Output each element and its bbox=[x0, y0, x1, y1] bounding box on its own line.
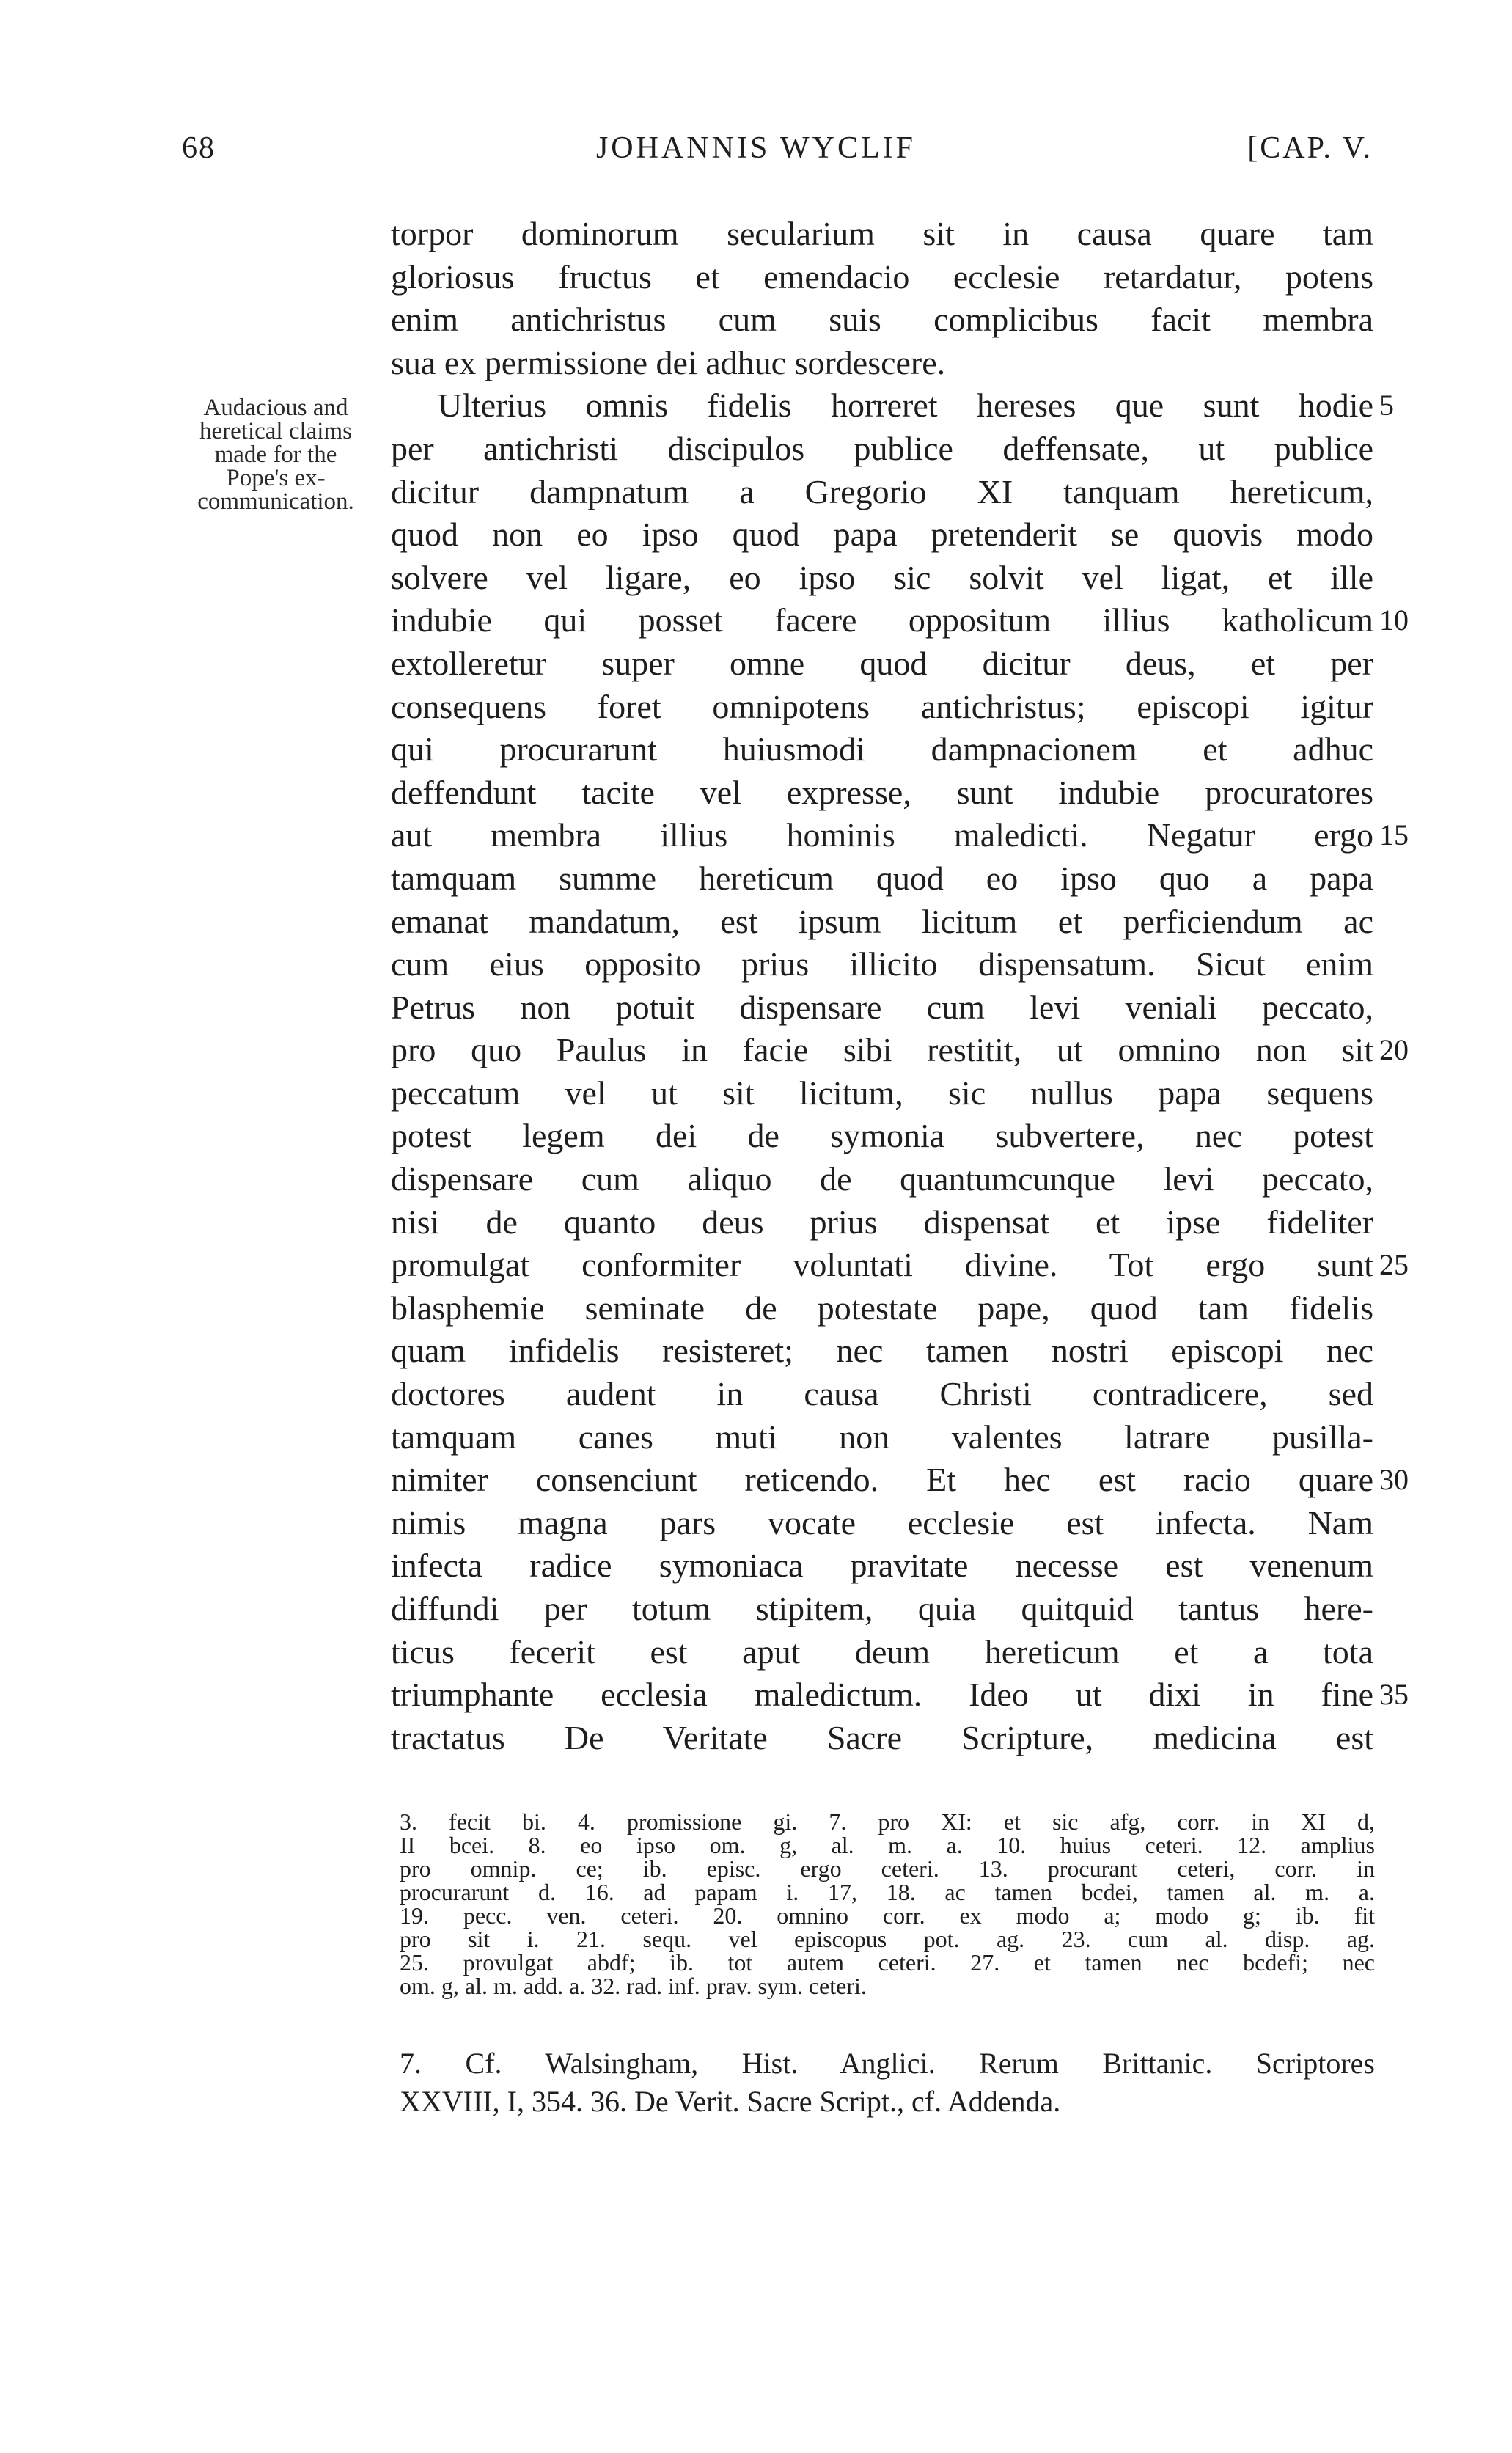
text-line bbox=[391, 986, 1373, 1030]
text-line-content: emanat mandatum, est ipsum licitum et perficiendum ac bbox=[391, 902, 1373, 940]
text-line-content: indubie qui posset facere oppositum illius katholicum bbox=[391, 601, 1373, 639]
text-line-content: dicitur dampnatum a Gregorio XI tanquam hereticum, bbox=[391, 472, 1373, 510]
text-line-content: deffendunt tacite vel expresse, sunt indubie procuratores bbox=[391, 773, 1373, 811]
text-line-content: ticus fecerit est aput deum hereticum et a tota bbox=[391, 1632, 1373, 1671]
running-title: JOHANNIS WYCLIF bbox=[595, 131, 917, 165]
text-line bbox=[391, 1158, 1373, 1201]
text-line bbox=[391, 298, 1373, 342]
text-line bbox=[391, 1072, 1373, 1115]
page-number: 68 bbox=[182, 131, 216, 165]
text-line-content: tamquam summe hereticum quod eo ipso quo a papa bbox=[391, 859, 1373, 897]
text-line bbox=[391, 1201, 1373, 1244]
text-line bbox=[391, 342, 1373, 385]
text-line bbox=[391, 213, 1373, 256]
text-line-content: gloriosus fructus et emendacio ecclesie retardatur, potens bbox=[391, 257, 1373, 296]
text-line-content: blasphemie seminate de potestate pape, quod tam fidelis bbox=[391, 1288, 1373, 1327]
text-line-content: dispensare cum aliquo de quantumcunque levi peccato, bbox=[391, 1160, 1373, 1198]
footnote-line: XXVIII, I, 354. 36. De Verit. Sacre Script., cf. Addenda. bbox=[400, 2085, 1061, 2118]
text-line bbox=[391, 1588, 1373, 1631]
critical-apparatus bbox=[400, 1810, 1375, 1998]
apparatus-line: 19. pecc. ven. ceteri. 20. omnino corr. ex modo a; modo g; ib. fit bbox=[400, 1902, 1375, 1929]
text-line-content: Ulterius omnis fidelis horreret hereses que sunt hodie bbox=[438, 386, 1373, 425]
text-line bbox=[391, 1717, 1373, 1760]
text-line bbox=[391, 1115, 1373, 1158]
text-line bbox=[391, 1373, 1373, 1416]
text-line bbox=[391, 428, 1373, 471]
text-line-content: nimiter consenciunt reticendo. Et hec est racio quare bbox=[391, 1461, 1373, 1499]
text-line bbox=[391, 1673, 1409, 1717]
text-line-content: Petrus non potuit dispensare cum levi veniali peccato, bbox=[391, 988, 1373, 1026]
text-line bbox=[391, 1544, 1373, 1588]
text-line-content: doctores audent in causa Christi contradicere, sed bbox=[391, 1375, 1373, 1413]
footnote-line: 7. Cf. Walsingham, Hist. Anglici. Rerum Brittanic. Scriptores bbox=[400, 2047, 1375, 2080]
text-line-content: nisi de quanto deus prius dispensat et ipse fideliter bbox=[391, 1203, 1373, 1241]
text-line bbox=[391, 599, 1409, 642]
apparatus-line: procurarunt d. 16. ad papam i. 17, 18. ac tamen bcdei, tamen al. m. a. bbox=[400, 1879, 1375, 1905]
apparatus-line: pro omnip. ce; ib. episc. ergo ceteri. 13. procurant ceteri, corr. in bbox=[400, 1855, 1375, 1882]
text-line bbox=[391, 1244, 1409, 1287]
line-number: 30 bbox=[1379, 1463, 1409, 1497]
text-line-content: diffundi per totum stipitem, quia quitquid tantus here- bbox=[391, 1590, 1373, 1627]
text-line bbox=[391, 901, 1373, 944]
text-line-content: enim antichristus cum suis complicibus facit membra bbox=[391, 301, 1373, 339]
text-line-content: extolleretur super omne quod dicitur deus, et per bbox=[391, 644, 1373, 682]
text-line-content: cum eius opposito prius illicito dispensatum. Sicut enim bbox=[391, 945, 1373, 983]
text-line bbox=[391, 814, 1409, 857]
text-line bbox=[391, 1287, 1373, 1330]
chapter-marker: [CAP. V. bbox=[1247, 131, 1373, 165]
margin-note-line: Audacious and bbox=[203, 395, 348, 421]
text-line-content: quod non eo ipso quod papa pretenderit se quovis modo bbox=[391, 516, 1373, 554]
text-line-content: aut membra illius hominis maledicti. Negatur ergo bbox=[391, 816, 1373, 854]
text-line bbox=[391, 1502, 1373, 1545]
text-line bbox=[391, 1330, 1373, 1373]
running-header bbox=[0, 131, 1512, 175]
line-number: 35 bbox=[1379, 1678, 1409, 1712]
margin-note-line: Pope's ex- bbox=[226, 465, 326, 491]
text-line bbox=[391, 1459, 1409, 1502]
line-number: 5 bbox=[1379, 389, 1394, 422]
text-line-content: triumphante ecclesia maledictum. Ideo ut dixi in fine bbox=[391, 1676, 1373, 1714]
apparatus-line: 3. fecit bi. 4. promissione gi. 7. pro XI: et sic afg, corr. in XI d, bbox=[400, 1808, 1375, 1835]
text-line bbox=[391, 771, 1373, 815]
margin-note-line: heretical claims bbox=[199, 418, 352, 444]
text-line bbox=[391, 943, 1373, 986]
text-line-content: consequens foret omnipotens antichristus; episcopi igitur bbox=[391, 687, 1373, 725]
text-line-content: infecta radice symoniaca pravitate necesse est venenum bbox=[391, 1547, 1373, 1585]
text-line bbox=[391, 557, 1373, 600]
text-line bbox=[391, 686, 1373, 729]
text-line-content: solvere vel ligare, eo ipso sic solvit vel ligat, et ille bbox=[391, 558, 1373, 596]
text-line-content: pro quo Paulus in facie sibi restitit, ut omnino non sit bbox=[391, 1031, 1373, 1069]
margin-note-line: made for the bbox=[214, 441, 337, 468]
text-line-content: qui procurarunt huiusmodi dampnacionem et adhuc bbox=[391, 730, 1373, 769]
text-line-content: torpor dominorum secularium sit in causa quare tam bbox=[391, 215, 1373, 252]
margin-note-line: communication. bbox=[197, 488, 354, 515]
apparatus-line: pro sit i. 21. sequ. vel episcopus pot. ag. 23. cum al. disp. ag. bbox=[400, 1926, 1375, 1952]
margin-note bbox=[166, 396, 386, 513]
text-line bbox=[391, 256, 1373, 299]
text-line bbox=[391, 471, 1373, 514]
text-line-content: quam infidelis resisteret; nec tamen nostri episcopi nec bbox=[391, 1332, 1373, 1370]
text-line bbox=[391, 1029, 1409, 1072]
text-line-content: per antichristi discipulos publice deffensate, ut publice bbox=[391, 429, 1373, 467]
text-line bbox=[391, 642, 1373, 686]
apparatus-line: 25. provulgat abdf; ib. tot autem ceteri. 27. et tamen nec bcdefi; nec bbox=[400, 1949, 1375, 1976]
text-line bbox=[391, 1631, 1373, 1674]
text-line bbox=[391, 728, 1373, 771]
footnotes bbox=[400, 2045, 1375, 2121]
line-number: 20 bbox=[1379, 1033, 1409, 1067]
line-number: 15 bbox=[1379, 818, 1409, 852]
text-line-content: sua ex permissione dei adhuc sordescere. bbox=[391, 343, 946, 381]
text-line-content: tamquam canes muti non valentes latrare pusilla- bbox=[391, 1418, 1373, 1456]
main-text-block bbox=[391, 213, 1409, 1759]
apparatus-line: om. g, al. m. add. a. 32. rad. inf. prav. sym. ceteri. bbox=[400, 1973, 867, 1999]
line-number: 10 bbox=[1379, 604, 1409, 637]
text-line-content: potest legem dei de symonia subvertere, nec potest bbox=[391, 1117, 1373, 1155]
text-line bbox=[391, 1416, 1373, 1459]
line-number: 25 bbox=[1379, 1248, 1409, 1282]
text-line bbox=[391, 513, 1373, 557]
text-line bbox=[391, 857, 1373, 901]
text-line-content: promulgat conformiter voluntati divine. Tot ergo sunt bbox=[391, 1246, 1373, 1284]
apparatus-line: II bcei. 8. eo ipso om. g, al. m. a. 10. huius ceteri. 12. amplius bbox=[400, 1832, 1375, 1858]
text-line bbox=[391, 384, 1394, 428]
text-line-content: nimis magna pars vocate ecclesie est infecta. Nam bbox=[391, 1503, 1373, 1541]
text-line-content: tractatus De Veritate Sacre Scripture, medicina est bbox=[391, 1718, 1373, 1756]
text-line-content: peccatum vel ut sit licitum, sic nullus papa sequens bbox=[391, 1074, 1373, 1112]
